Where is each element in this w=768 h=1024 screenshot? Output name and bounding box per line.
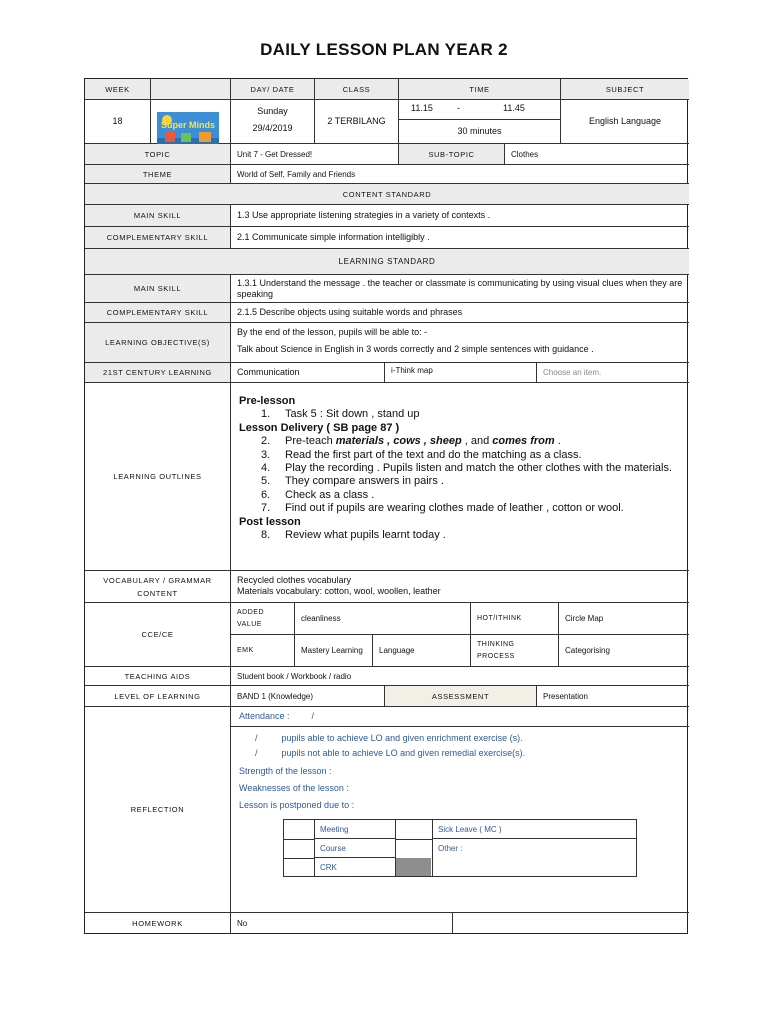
- emk-value: Mastery Learning: [295, 635, 373, 667]
- topic-label: TOPIC: [85, 144, 231, 165]
- thinking-process-value: Categorising: [559, 635, 689, 667]
- cs-complementary-skill-value: 2.1 Communicate simple information intelligibly .: [231, 227, 689, 249]
- ls-main-skill-label: MAIN SKILL: [85, 275, 231, 303]
- objective-line-2: Talk about Science in English in 3 words correctly and 2 simple sentences with guidance .: [237, 344, 594, 354]
- level-of-learning-label: LEVEL OF LEARNING: [85, 686, 231, 707]
- attendance-divider: [231, 726, 689, 727]
- course-checkbox[interactable]: [284, 839, 315, 859]
- added-value-value: cleanliness: [295, 603, 471, 635]
- date-value: 29/4/2019: [252, 123, 293, 133]
- duration-value: 30 minutes: [399, 120, 561, 144]
- homework-label: HOMEWORK: [85, 913, 231, 933]
- strength-text: Strength of the lesson :: [239, 766, 332, 776]
- subject-value: English Language: [561, 100, 689, 144]
- learning-standard-heading: LEARNING STANDARD: [85, 249, 689, 275]
- ithink-map-label: i-Think map: [385, 363, 537, 383]
- lesson-plan-table: [84, 78, 688, 934]
- outline-item: 8. Review what pupils learnt today .: [261, 529, 446, 542]
- assessment-label: ASSESSMENT: [385, 686, 537, 707]
- subtopic-label: SUB-TOPIC: [399, 144, 505, 165]
- day-date-cell: [231, 100, 315, 144]
- enrichment-text: / pupils able to achieve LO and given enrichment exercise (s).: [255, 733, 523, 743]
- page-title: DAILY LESSON PLAN YEAR 2: [260, 40, 508, 59]
- cce-label: CCE/CE: [85, 603, 231, 667]
- cs-complementary-skill-label: COMPLEMENTARY SKILL: [85, 227, 231, 249]
- outline-item: 4. Play the recording . Pupils listen and match the other clothes with the materials.: [261, 462, 673, 475]
- sick-leave-label: Sick Leave ( MC ): [432, 820, 636, 839]
- vocabulary-label: VOCABULARY / GRAMMAR CONTENT: [85, 571, 231, 603]
- book-title: Super Minds: [160, 120, 216, 130]
- reflection-content: [231, 707, 689, 913]
- theme-value: World of Self, Family and Friends: [231, 165, 689, 184]
- time-range-cell: [399, 100, 561, 120]
- meeting-label: Meeting: [314, 820, 396, 839]
- teaching-aids-label: TEACHING AIDS: [85, 667, 231, 686]
- subtopic-value: Clothes: [505, 144, 689, 165]
- cs-main-skill-label: MAIN SKILL: [85, 205, 231, 227]
- level-of-learning-value: BAND 1 (Knowledge): [231, 686, 385, 707]
- weakness-text: Weaknesses of the lesson :: [239, 783, 349, 793]
- postpone-reason-grid: [283, 819, 637, 877]
- cs-main-skill-value: 1.3 Use appropriate listening strategies in a variety of contexts .: [231, 205, 689, 227]
- outline-item: 7. Find out if pupils are wearing clothes made of leather , cotton or wool.: [261, 502, 624, 515]
- outline-item: 2. Pre-teach materials , cows , sheep , and comes from .: [261, 435, 561, 448]
- learning-outlines-label: LEARNING OUTLINES: [85, 383, 231, 571]
- time-start: 11.15: [411, 103, 433, 113]
- day-label: DAY/ DATE: [231, 79, 315, 100]
- added-value-label: ADDED VALUE: [231, 603, 295, 635]
- teaching-aids-value: Student book / Workbook / radio: [231, 667, 689, 686]
- 21st-century-value: Communication: [231, 363, 385, 383]
- emk-value-2: Language: [373, 635, 471, 667]
- ls-complementary-skill-value: 2.1.5 Describe objects using suitable words and phrases: [231, 303, 689, 323]
- week-label: WEEK: [85, 79, 151, 100]
- book-header-cell: [151, 79, 231, 100]
- class-value: 2 TERBILANG: [315, 100, 399, 144]
- crk-checkbox[interactable]: [284, 858, 315, 876]
- theme-label: THEME: [85, 165, 231, 184]
- course-label: Course: [314, 839, 396, 858]
- hot-value: Circle Map: [559, 603, 689, 635]
- lesson-delivery-heading: Lesson Delivery ( SB page 87 ): [239, 421, 400, 434]
- ls-complementary-skill-label: COMPLEMENTARY SKILL: [85, 303, 231, 323]
- outline-item: 3. Read the first part of the text and do the matching as a class.: [261, 448, 582, 461]
- week-value: 18: [85, 100, 151, 144]
- reflection-label: REFLECTION: [85, 707, 231, 913]
- crk-label: CRK: [314, 858, 396, 876]
- time-dash: -: [457, 103, 460, 113]
- time-end: 11.45: [503, 103, 525, 113]
- thinking-process-label: THINKING PROCESS: [471, 635, 559, 667]
- learning-objective-label: LEARNING OBJECTIVE(S): [85, 323, 231, 363]
- vocab-line-2: Materials vocabulary: cotton, wool, woollen, leather: [237, 586, 441, 596]
- assessment-value: Presentation: [537, 686, 689, 707]
- day-value: Sunday: [257, 106, 288, 116]
- homework-value: No: [231, 913, 453, 933]
- remedial-text: / pupils not able to achieve LO and given remedial exercise(s).: [255, 748, 526, 758]
- outline-item: 6. Check as a class .: [261, 488, 375, 501]
- attendance-text: Attendance : /: [239, 711, 315, 721]
- 21st-century-label: 21ST CENTURY LEARNING: [85, 363, 231, 383]
- time-label: TIME: [399, 79, 561, 100]
- sick-leave-checkbox[interactable]: [396, 820, 433, 840]
- meeting-checkbox[interactable]: [284, 820, 315, 840]
- hot-label: HOT/ITHINK: [471, 603, 559, 635]
- ithink-map-select[interactable]: Choose an item.: [537, 363, 689, 383]
- post-lesson-heading: Post lesson: [239, 515, 301, 528]
- vocabulary-cell: [231, 571, 689, 603]
- ls-main-skill-value: 1.3.1 Understand the message . the teacher or classmate is communicating by using visual clues when they are speaking: [231, 275, 689, 303]
- postponed-text: Lesson is postponed due to :: [239, 800, 355, 810]
- content-standard-heading: CONTENT STANDARD: [85, 184, 689, 205]
- outline-item: 1. Task 5 : Sit down , stand up: [261, 408, 420, 421]
- subject-label: SUBJECT: [561, 79, 689, 100]
- crk-shaded-box: [396, 858, 431, 876]
- pre-lesson-heading: Pre-lesson: [239, 395, 296, 407]
- learning-objective-cell: [231, 323, 689, 363]
- topic-value: Unit 7 - Get Dressed!: [231, 144, 399, 165]
- other-label: Other :: [438, 844, 463, 853]
- emk-label: EMK: [231, 635, 295, 667]
- class-label: CLASS: [315, 79, 399, 100]
- outline-item: 5. They compare answers in pairs .: [261, 475, 444, 488]
- objective-line-1: By the end of the lesson, pupils will be able to: -: [237, 327, 428, 337]
- learning-outlines-content: [231, 383, 689, 571]
- vocab-line-1: Recycled clothes vocabulary: [237, 575, 352, 585]
- homework-blank-cell: [453, 913, 689, 933]
